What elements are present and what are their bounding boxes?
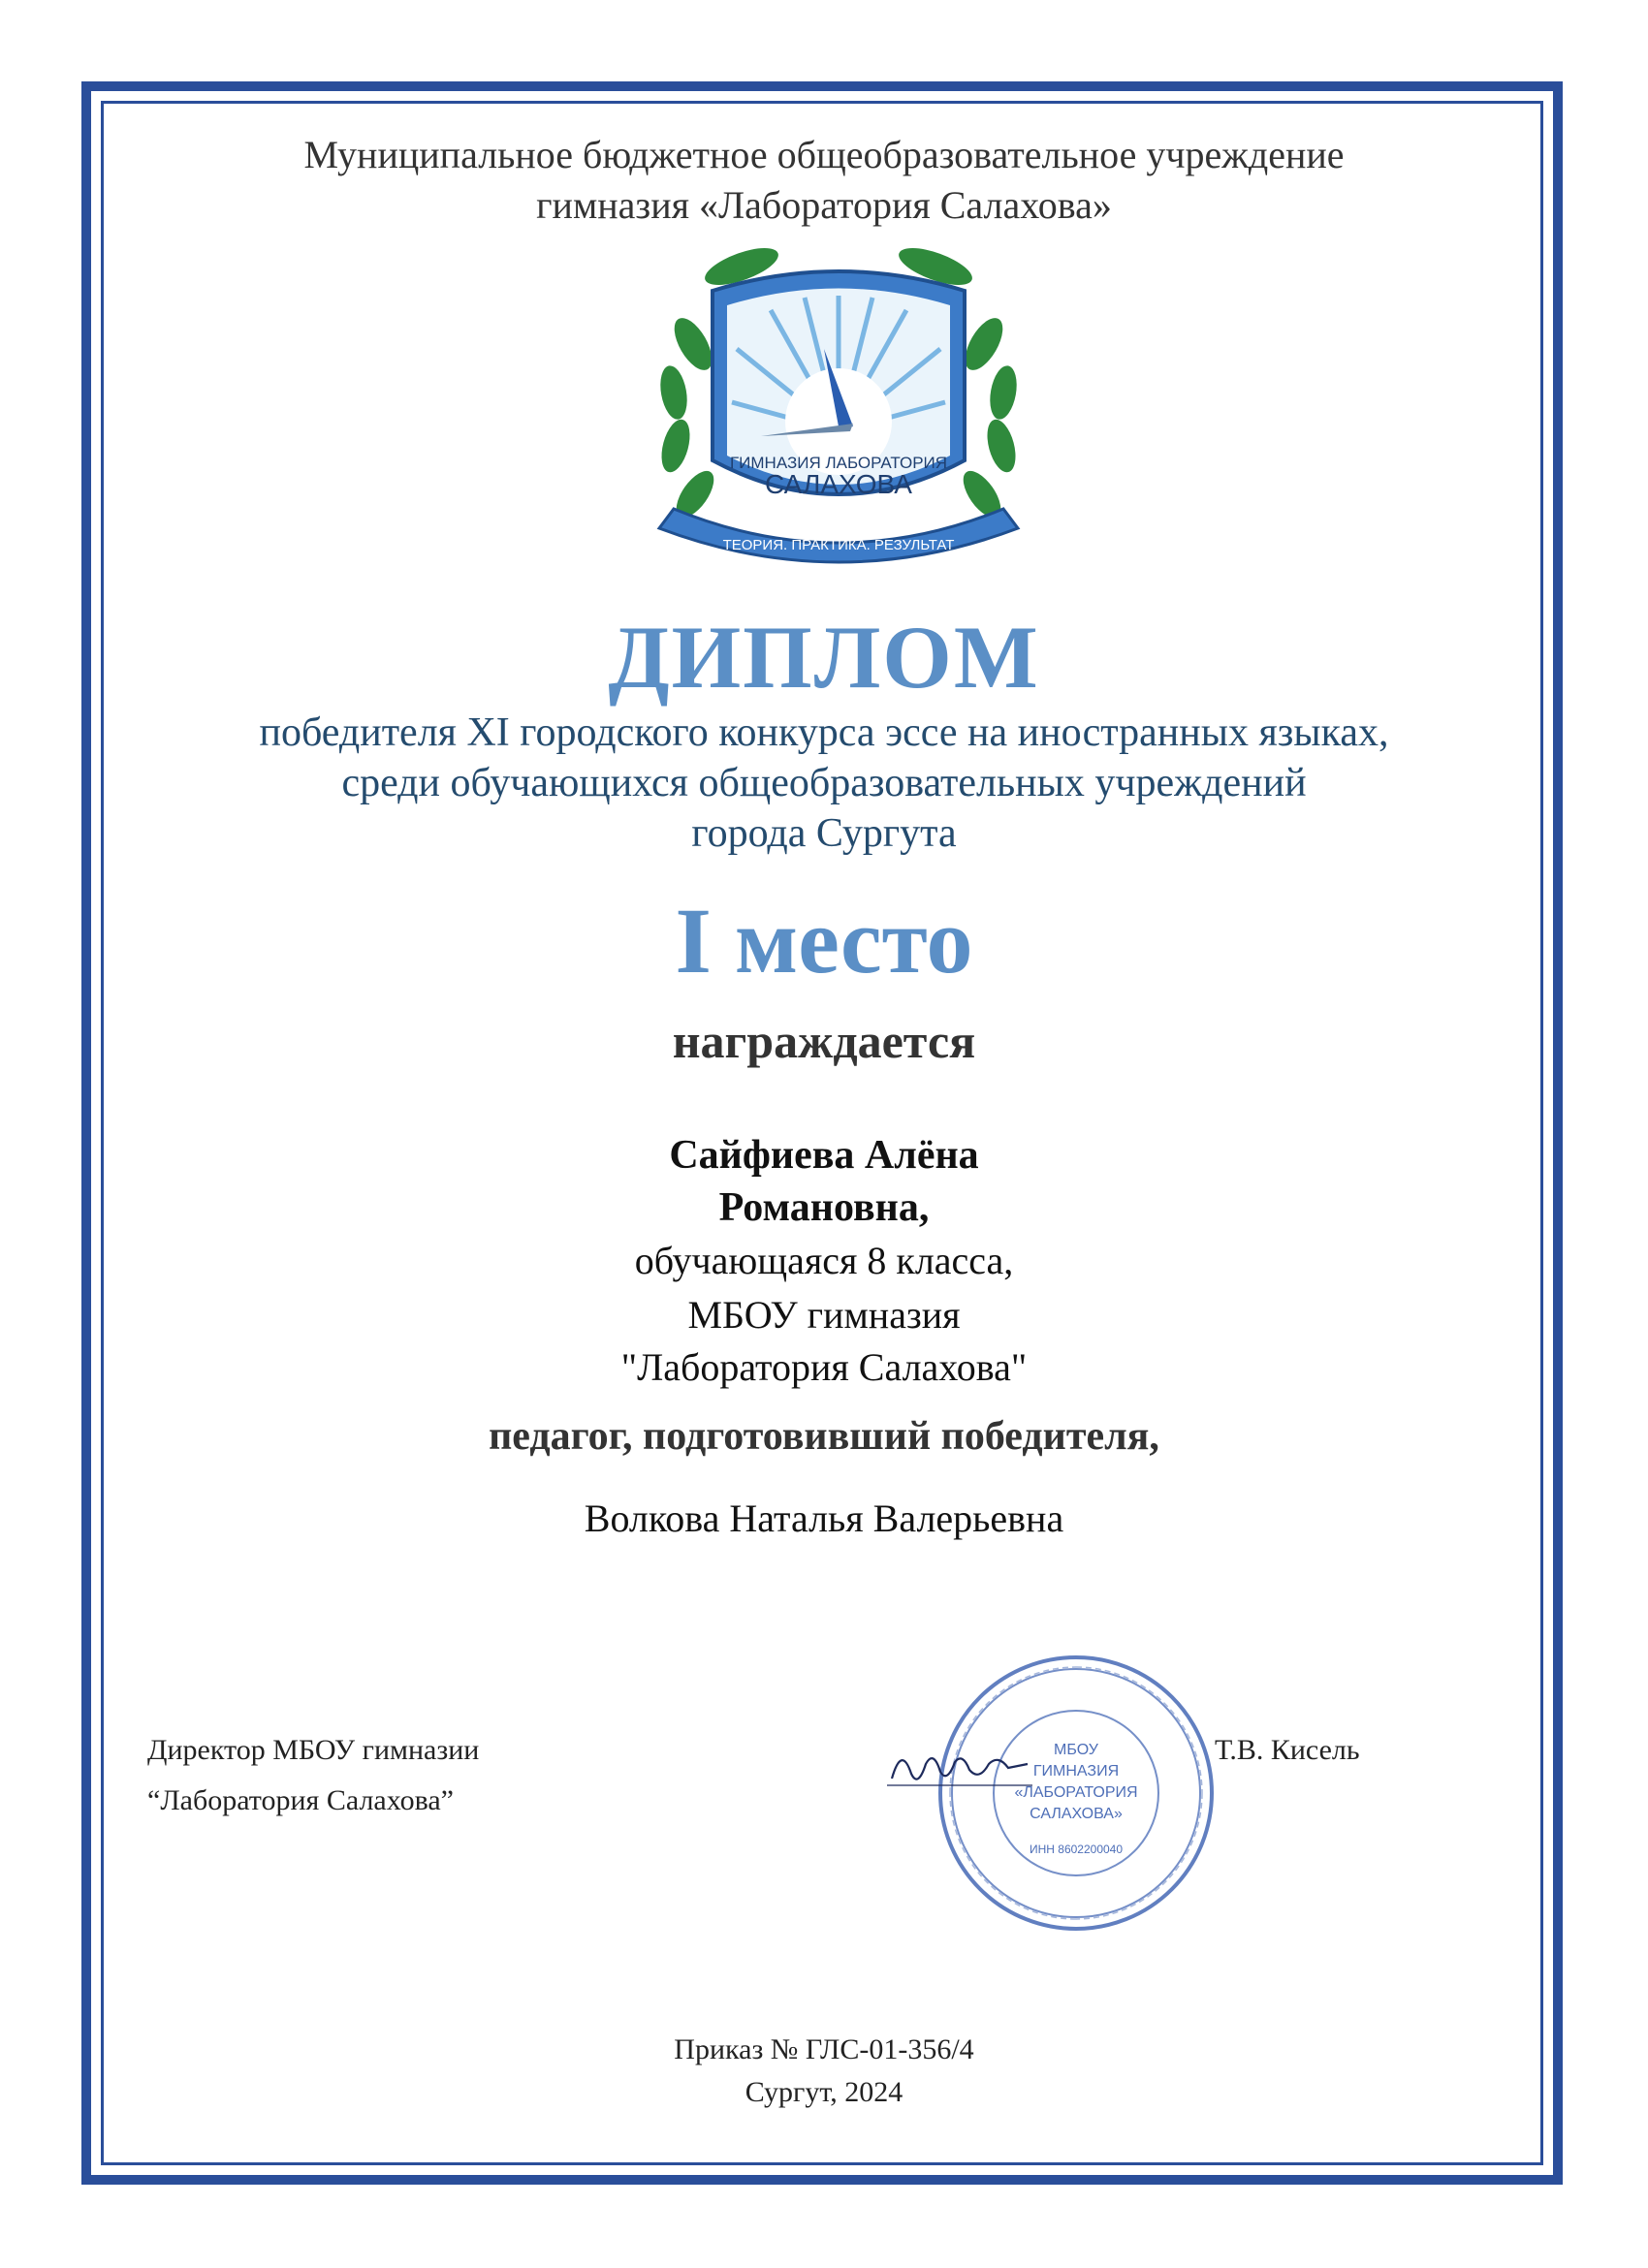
stamp-center-line4: САЛАХОВА» <box>1030 1806 1123 1822</box>
recipient-name-line1: Сайфиева Алёна <box>669 1133 979 1178</box>
awarded-label: награждается <box>672 1014 976 1068</box>
stamp-inn: ИНН 8602200040 <box>1029 1843 1124 1856</box>
city-year: Сургут, 2024 <box>745 2076 903 2108</box>
order-number: Приказ № ГЛС-01-356/4 <box>674 2033 974 2065</box>
place-title: I место <box>675 889 973 992</box>
director-signature <box>887 1735 1032 1793</box>
teacher-label: педагог, подготовивший победителя, <box>489 1414 1159 1459</box>
diploma-title: ДИПЛОМ <box>608 608 1040 707</box>
emblem-text-line2: САЛАХОВА <box>765 469 912 499</box>
director-title-line1: Директор МБОУ гимназии <box>147 1734 480 1766</box>
director-name: Т.В. Кисель <box>1215 1734 1360 1766</box>
institution-line1: Муниципальное бюджетное общеобразовательное учреждение <box>303 133 1345 176</box>
stamp-center-line1: МБОУ <box>1054 1742 1098 1758</box>
diploma-subtitle-line1: победителя XI городского конкурса эссе на иностранных языках, <box>259 710 1389 755</box>
school-emblem <box>635 237 1042 586</box>
diploma-subtitle-line3: города Сургута <box>691 811 957 856</box>
stamp-center-line3: «ЛАБОРАТОРИЯ <box>1014 1784 1138 1801</box>
recipient-name-line2: Романовна, <box>718 1185 930 1230</box>
official-stamp <box>931 1648 1221 1938</box>
recipient-grade: обучающаяся 8 класса, <box>634 1239 1014 1282</box>
emblem-ribbon-text: ТЕОРИЯ. ПРАКТИКА. РЕЗУЛЬТАТ <box>722 537 955 553</box>
emblem-text-line1: ГИМНАЗИЯ ЛАБОРАТОРИЯ <box>729 454 948 472</box>
teacher-name: Волкова Наталья Валерьевна <box>584 1496 1064 1540</box>
recipient-school-line1: МБОУ гимназия <box>687 1293 961 1337</box>
institution-line2: гимназия «Лаборатория Салахова» <box>536 183 1112 227</box>
diploma-subtitle-line2: среди обучающихся общеобразовательных учреждений <box>341 761 1307 805</box>
stamp-center-line2: ГИМНАЗИЯ <box>1032 1763 1120 1780</box>
director-title-line2: “Лаборатория Салахова” <box>147 1784 454 1816</box>
recipient-school-line2: "Лаборатория Салахова" <box>620 1345 1028 1389</box>
